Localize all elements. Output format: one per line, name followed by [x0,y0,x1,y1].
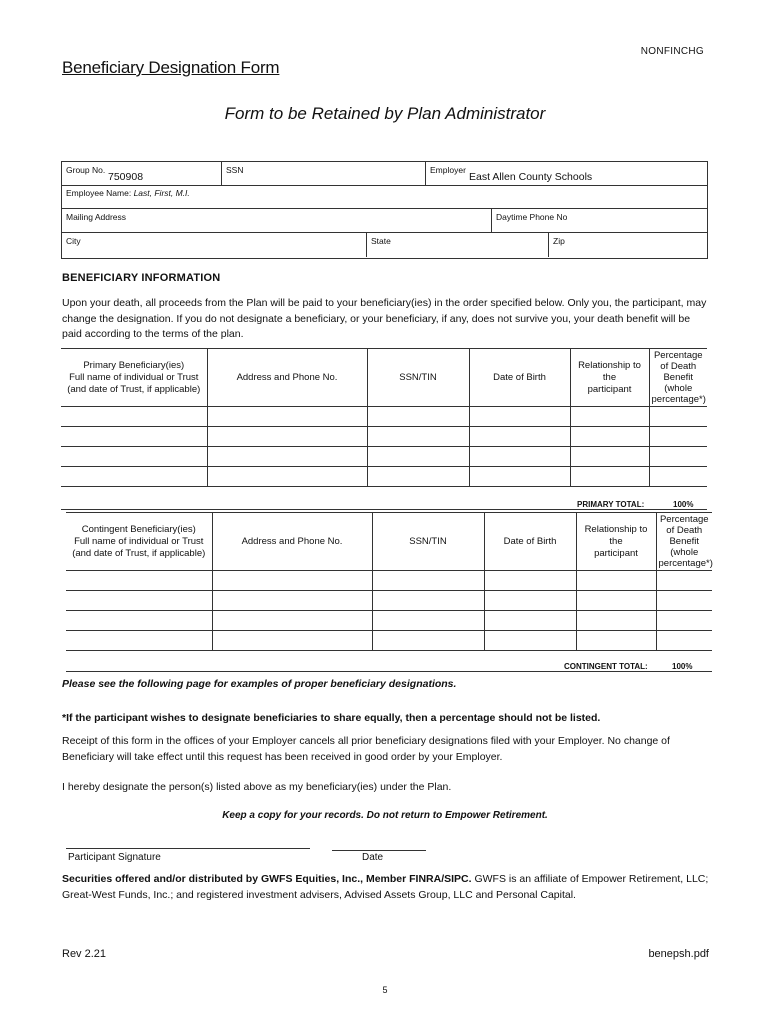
info-row-name [62,185,707,209]
page-title: Beneficiary Designation Form [62,58,280,77]
date-line[interactable] [332,850,426,851]
info-row-group [62,162,707,186]
primary-beneficiary-table [61,348,707,487]
primary-col-relationship: Relationship to the participant [570,349,649,407]
contingent-col-relationship: Relationship to the participant [576,513,656,571]
employer-label: Employer [430,165,466,175]
form-code: NONFINCHG [640,46,704,57]
table-row[interactable] [66,571,712,591]
employee-name-label: Employee Name: Last, First, M.I. [66,188,190,198]
beneficiary-heading: BENEFICIARY INFORMATION [62,272,221,284]
contingent-total-label: CONTINGENT TOTAL: [564,662,648,671]
primary-total-value: 100% [673,500,694,509]
examples-note: Please see the following page for examples of proper beneficiary designations. [62,678,457,690]
primary-col-dob: Date of Birth [469,349,570,407]
primary-col-percentage: Percentage of Death Benefit (whole percentage*) [649,349,707,407]
info-row-address [62,209,707,233]
table-row[interactable] [66,631,712,651]
date-label: Date [362,852,384,863]
group-no-field[interactable]: 750908 [108,171,144,183]
employee-info-section [61,161,708,259]
primary-total-label: PRIMARY TOTAL: [577,500,645,509]
table-row[interactable] [66,591,712,611]
mailing-address-label: Mailing Address [66,212,127,222]
primary-col-ssn: SSN/TIN [367,349,469,407]
primary-col-address: Address and Phone No. [207,349,367,407]
table-row[interactable] [61,407,707,427]
contingent-col-dob: Date of Birth [484,513,576,571]
beneficiary-intro: Upon your death, all proceeds from the Plan will be paid to your beneficiary(ies) in the order specified below. Only you, the participant, may change the designation. If you do not designate a beneficiary, or your beneficiary, if any, does not survive you, your death benefit will be paid according to the terms of the plan. [62,297,707,340]
page-subtitle: Form to be Retained by Plan Administrator [224,104,546,123]
designation-statement: I hereby designate the person(s) listed above as my beneficiary(ies) under the Plan. [62,781,452,793]
contingent-col-name: Contingent Beneficiary(ies) Full name of individual or Trust (and date of Trust, if applicable) [66,513,212,571]
employer-field[interactable]: East Allen County Schools [469,171,593,183]
equal-shares-note: *If the participant wishes to designate beneficiaries to share equally, then a percentage should not be listed. [62,712,601,724]
page-number: 5 [382,985,388,995]
info-row-city [62,233,707,257]
keep-copy-note: Keep a copy for your records. Do not return to Empower Retirement. [222,810,548,821]
contingent-col-address: Address and Phone No. [212,513,372,571]
state-label: State [371,236,391,246]
zip-label: Zip [553,236,565,246]
file-name: benepsh.pdf [648,948,709,960]
daytime-phone-label: Daytime Phone No [496,212,568,222]
group-no-label: Group No. [66,165,106,175]
table-row[interactable] [61,467,707,487]
contingent-col-ssn: SSN/TIN [372,513,484,571]
receipt-paragraph: Receipt of this form in the offices of your Employer cancels all prior beneficiary designations filed with your Employer. No change of Beneficiary will take effect until this request has been received in good order by your Employer. [62,735,670,763]
city-label: City [66,236,81,246]
contingent-col-percentage: Percentage of Death Benefit (whole percentage*) [656,513,712,571]
contingent-total-value: 100% [672,662,693,671]
table-row[interactable] [61,427,707,447]
ssn-label: SSN [226,165,244,175]
participant-signature-line[interactable] [66,848,310,849]
securities-disclosure: Securities offered and/or distributed by GWFS Equities, Inc., Member FINRA/SIPC. GWFS is an affiliate of Empower Retirement, LLC; Great-West Funds, Inc.; and registered investment advisers, Advised Assets Group, LLC and Personal Capital. [62,873,709,901]
contingent-beneficiary-table [66,512,712,651]
primary-col-name: Primary Beneficiary(ies) Full name of individual or Trust (and date of Trust, if applicable) [61,349,207,407]
revision-label: Rev 2.21 [62,948,107,960]
table-row[interactable] [61,447,707,467]
participant-signature-label: Participant Signature [68,852,161,863]
table-row[interactable] [66,611,712,631]
